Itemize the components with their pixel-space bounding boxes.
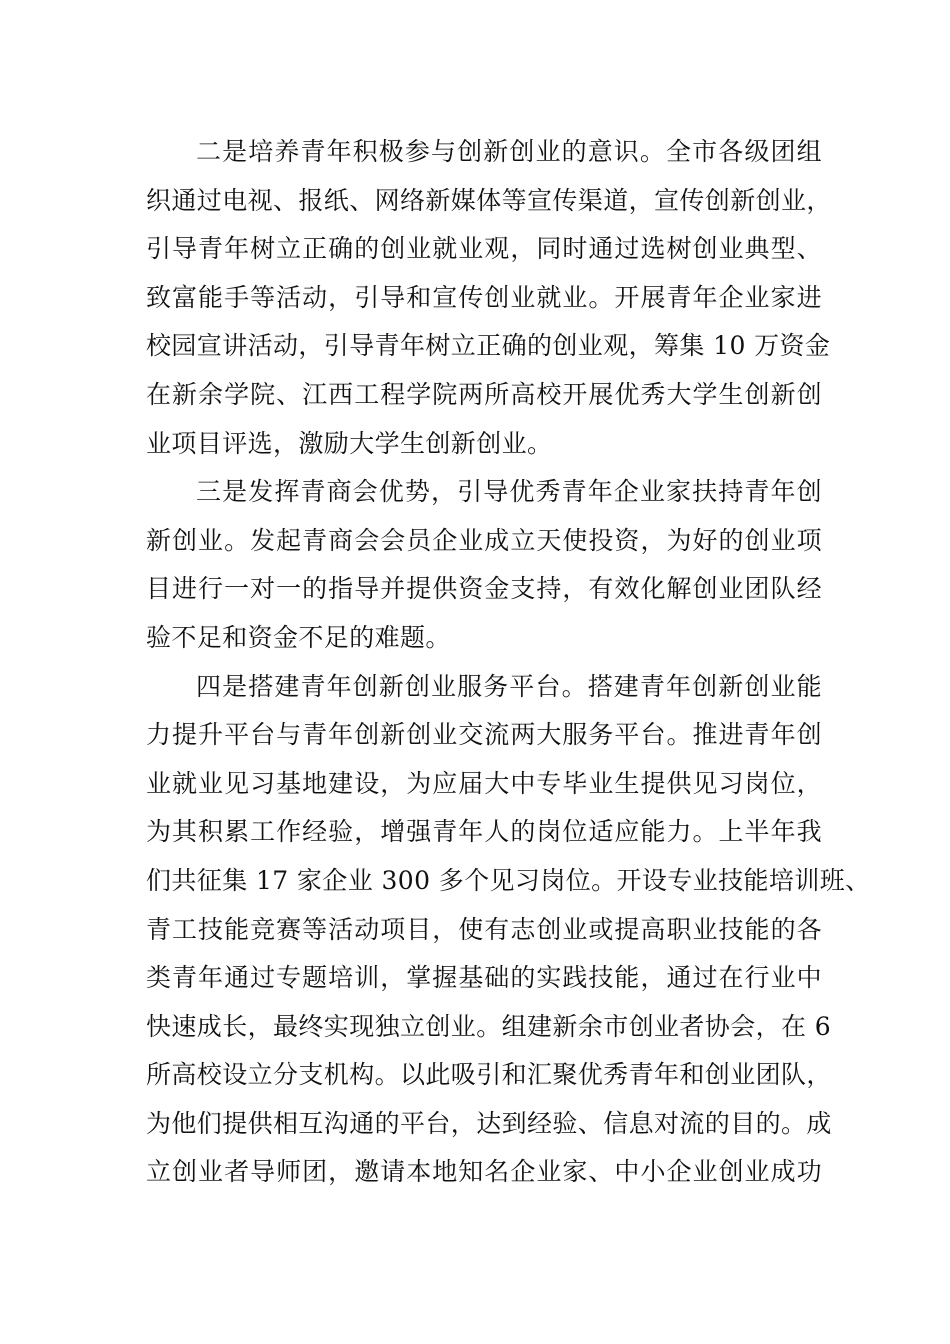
text-line: 在新余学院、江西工程学院两所高校开展优秀大学生创新创 <box>146 379 822 409</box>
text-line: 验不足和资金不足的难题。 <box>146 622 451 652</box>
text-line: 校园宣讲活动，引导青年树立正确的创业观，筹集 10 万资金 <box>146 331 831 361</box>
paragraph-3 <box>146 468 822 662</box>
text-line: 为他们提供相互沟通的平台，达到经验、信息对流的目的。成 <box>146 1108 832 1138</box>
text-line: 二是培养青年积极参与创新创业的意识。全市各级团组 <box>196 137 822 166</box>
text-line: 业项目评选，激励大学生创新创业。 <box>146 428 553 458</box>
text-line: 四是搭建青年创新创业服务平台。搭建青年创新创业能 <box>196 671 822 701</box>
text-line: 类青年通过专题培训，掌握基础的实践技能，通过在行业中 <box>146 963 822 993</box>
text-line: 为其积累工作经验，增强青年人的岗位适应能力。上半年我 <box>146 817 822 847</box>
text-line: 致富能手等活动，引导和宣传创业就业。开展青年企业家进 <box>146 282 822 312</box>
text-line: 三是发挥青商会优势，引导优秀青年企业家扶持青年创 <box>196 477 822 507</box>
text-line: 新创业。发起青商会会员企业成立天使投资，为好的创业项 <box>146 525 822 555</box>
text-line: 引导青年树立正确的创业就业观，同时通过选树创业典型、 <box>146 234 822 264</box>
text-line: 目进行一对一的指导并提供资金支持，有效化解创业团队经 <box>146 574 822 604</box>
text-line: 青工技能竞赛等活动项目，使有志创业或提高职业技能的各 <box>146 914 822 944</box>
text-line: 们共征集 17 家企业 300 多个见习岗位。开设专业技能培训班、 <box>146 865 871 895</box>
text-line: 所高校设立分支机构。以此吸引和汇聚优秀青年和创业团队， <box>146 1060 832 1090</box>
text-line: 快速成长，最终实现独立创业。组建新余市创业者协会，在 6 <box>146 1011 832 1041</box>
text-line: 力提升平台与青年创新创业交流两大服务平台。推进青年创 <box>146 720 822 750</box>
paragraph-4 <box>146 663 871 1198</box>
text-line: 业就业见习基地建设，为应届大中专毕业生提供见习岗位， <box>146 768 822 798</box>
text-line: 立创业者导师团，邀请本地知名企业家、中小企业创业成功 <box>146 1157 822 1187</box>
paragraph-2 <box>146 128 832 468</box>
text-line: 织通过电视、报纸、网络新媒体等宣传渠道，宣传创新创业， <box>146 185 832 215</box>
body-text <box>146 128 871 1197</box>
